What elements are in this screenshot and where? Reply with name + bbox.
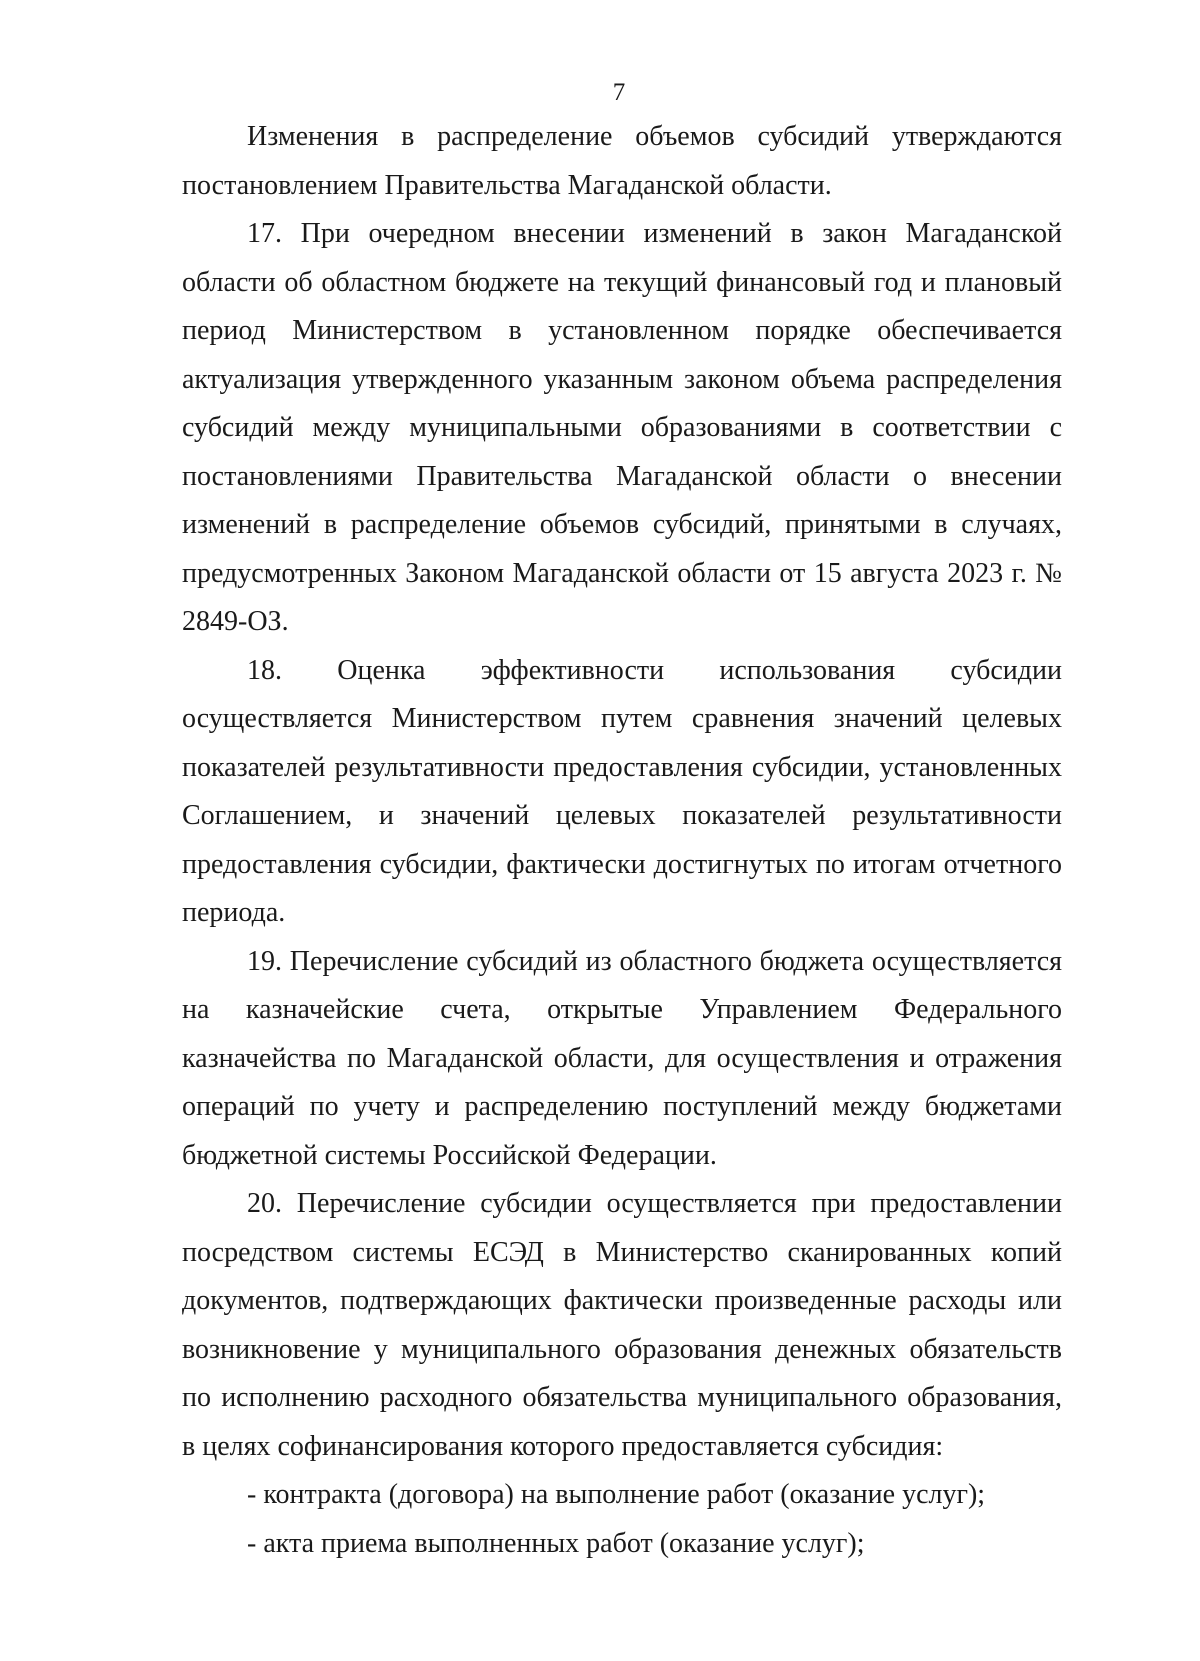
paragraph-18: 18. Оценка эффективности использования субсидии осуществляется Министерством путем сравнения значений целевых показателей результативности предоставления субсидии, установленных Соглашением, и значений целевых показателей результативности предоставления субсидии, фактически достигнутых по итогам отчетного периода.	[182, 654, 1062, 928]
document-body	[182, 113, 1062, 1568]
paragraph-17: 17. При очередном внесении изменений в закон Магаданской области об областном бюджете на текущий финансовый год и плановый период Министерством в установленном порядке обеспечивается актуализация утвержденного указанным законом объема распределения субсидий между муниципальными образованиями в соответствии с постановлениями Правительства Магаданской области о внесении изменений в распределение объемов субсидий, принятыми в случаях, предусмотренных Законом Магаданской области от 15 августа 2023 г. № 2849-ОЗ.	[182, 218, 1062, 637]
list-item-contract: - контракта (договора) на выполнение работ (оказание услуг);	[247, 1479, 986, 1510]
paragraph-19: 19. Перечисление субсидий из областного бюджета осуществляется на казначейские счета, открытые Управлением Федерального казначейства по Магаданской области, для осуществления и отражения операций по учету и распределению поступлений между бюджетами бюджетной системы Российской Федерации.	[182, 945, 1062, 1171]
paragraph-20: 20. Перечисление субсидии осуществляется при предоставлении посредством системы ЕСЭД в Министерство сканированных копий документов, подтверждающих фактически произведенные расходы или возникновение у муниципального образования денежных обязательств по исполнению расходного обязательства муниципального образования, в целях софинансирования которого предоставляется субсидия:	[182, 1188, 1062, 1462]
list-item-acceptance-act: - акта приема выполненных работ (оказание услуг);	[247, 1527, 865, 1559]
page-number: 7	[612, 79, 626, 106]
paragraph-amendments: Изменения в распределение объемов субсидий утверждаются постановлением Правительства Магаданской области.	[182, 121, 1062, 201]
